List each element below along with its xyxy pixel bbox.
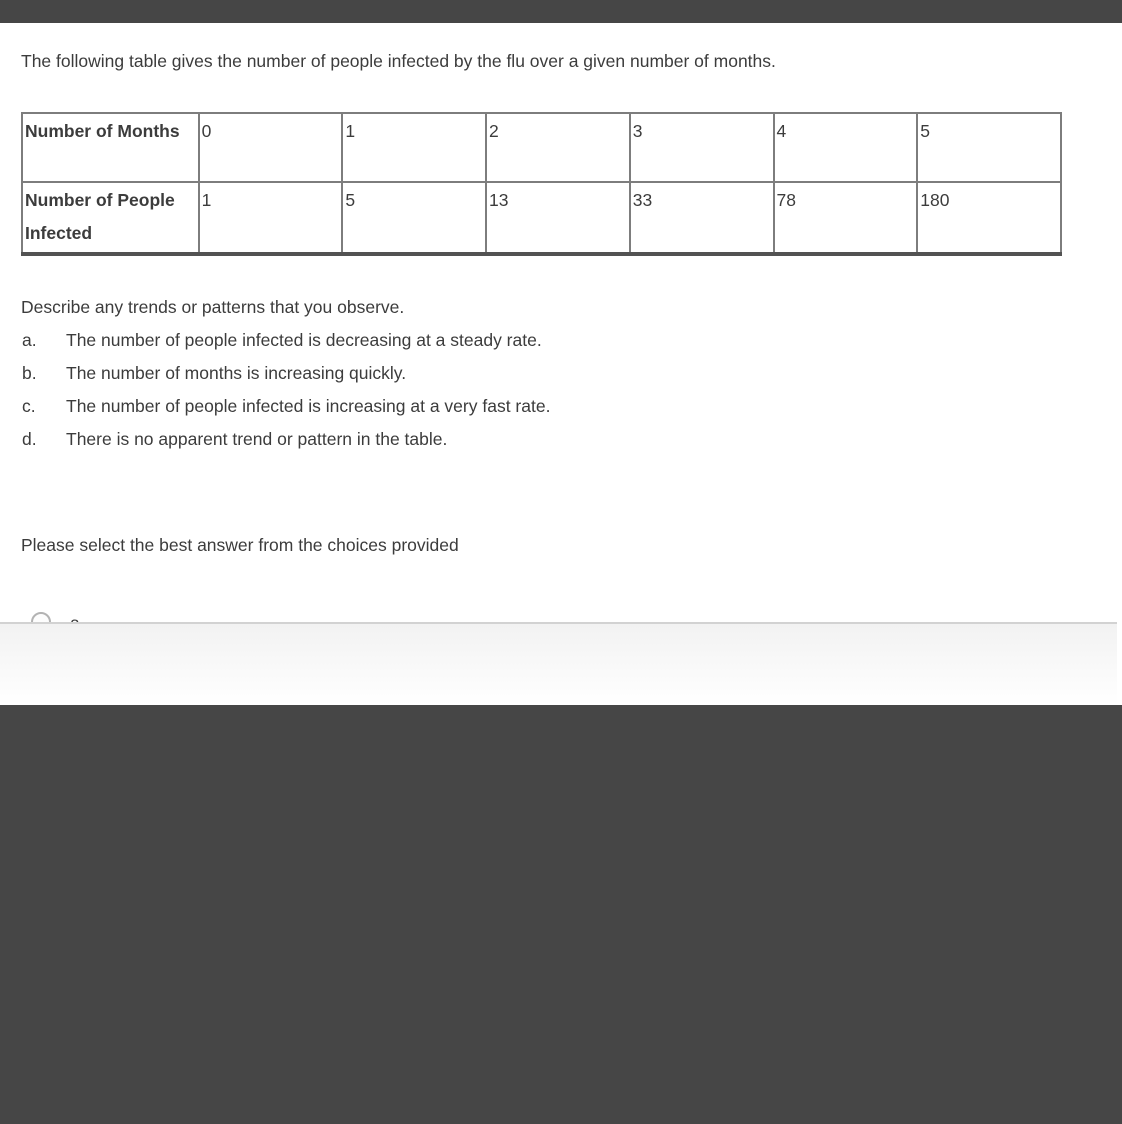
option-a	[22, 324, 550, 357]
table-row-header-infected: Number of People Infected	[22, 182, 199, 254]
table-cell-month-5: 5	[917, 113, 1061, 182]
answer-prompt: Describe any trends or patterns that you observe.	[21, 297, 405, 317]
option-c	[22, 390, 550, 423]
select-answer-instruction: Please select the best answer from the choices provided	[21, 535, 459, 555]
table-cell-month-0: 0	[199, 113, 343, 182]
option-b-text: The number of months is increasing quickly.	[66, 363, 407, 383]
table-row-header-months: Number of Months	[22, 113, 199, 182]
table-cell-month-4: 4	[774, 113, 918, 182]
option-c-text: The number of people infected is increasing at a very fast rate.	[66, 396, 551, 416]
top-chrome-bar	[0, 0, 1122, 23]
viewport-cutoff-panel	[0, 622, 1117, 705]
table-cell-month-3: 3	[630, 113, 774, 182]
option-d-text: There is no apparent trend or pattern in the table.	[66, 429, 448, 449]
table-cell-infected-1: 5	[342, 182, 486, 254]
option-d-letter: d.	[22, 429, 37, 449]
table-row-infected	[22, 182, 1061, 254]
table-row-months	[22, 113, 1061, 182]
page-background-area	[0, 705, 1122, 1124]
option-a-text: The number of people infected is decreasing at a steady rate.	[66, 330, 542, 350]
table-cell-infected-2: 13	[486, 182, 630, 254]
table-cell-infected-4: 78	[774, 182, 918, 254]
option-a-letter: a.	[22, 330, 37, 350]
table-cell-infected-3: 33	[630, 182, 774, 254]
option-d	[22, 423, 550, 456]
flu-data-table	[21, 112, 1062, 256]
option-b-letter: b.	[22, 363, 37, 383]
option-c-letter: c.	[22, 396, 36, 416]
table-cell-month-1: 1	[342, 113, 486, 182]
table-cell-infected-5: 180	[917, 182, 1061, 254]
table-cell-month-2: 2	[486, 113, 630, 182]
option-b	[22, 357, 550, 390]
table-cell-infected-0: 1	[199, 182, 343, 254]
options-list	[22, 324, 550, 456]
question-intro: The following table gives the number of people infected by the flu over a given number of months.	[21, 51, 776, 71]
